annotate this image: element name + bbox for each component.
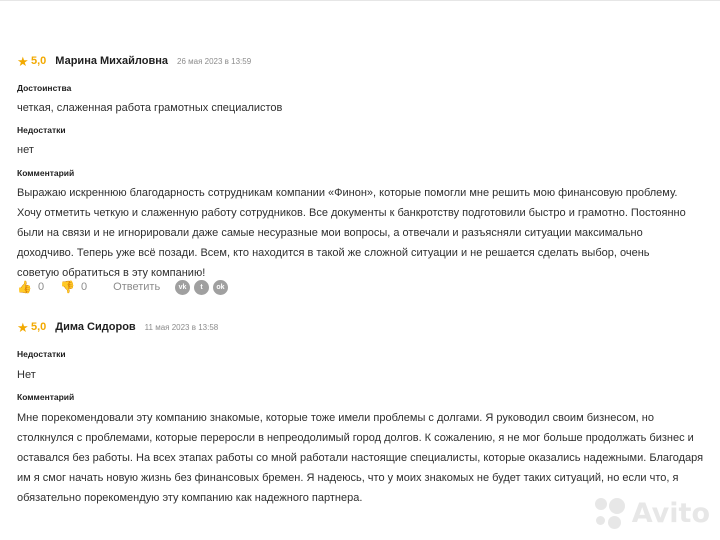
review-rating: 5,0 <box>31 321 47 333</box>
review-date: 26 мая 2023 в 13:59 <box>177 56 252 66</box>
section-label-cons: Недостатки <box>17 125 66 135</box>
vk-icon[interactable]: vk <box>175 280 190 295</box>
review-date: 11 мая 2023 в 13:58 <box>144 322 219 332</box>
section-text-pros: четкая, слаженная работа грамотных специалистов <box>17 102 283 114</box>
review-actions <box>17 280 225 294</box>
star-icon: ★ <box>17 319 29 335</box>
reply-button[interactable]: Ответить <box>113 281 161 293</box>
like-count: 0 <box>37 281 45 293</box>
section-label-cons: Недостатки <box>17 349 66 359</box>
dislike-count: 0 <box>81 281 88 293</box>
thumbs-up-icon: 👍 <box>17 280 32 294</box>
section-label-comment: Комментарий <box>17 168 75 178</box>
share-buttons <box>175 280 228 295</box>
avito-logo-icon <box>594 497 626 530</box>
section-text-cons: Нет <box>17 369 36 381</box>
review-card <box>17 51 713 294</box>
review-rating: 5,0 <box>31 55 47 67</box>
dislike-button[interactable] <box>60 280 103 294</box>
avito-watermark <box>594 497 710 530</box>
section-label-pros: Достоинства <box>17 83 72 93</box>
like-button[interactable] <box>17 280 60 294</box>
section-text-cons: нет <box>17 144 34 156</box>
section-label-comment: Комментарий <box>17 392 75 402</box>
watermark-text: Avito <box>631 498 710 529</box>
twitter-icon[interactable]: t <box>194 280 209 295</box>
odnoklassniki-icon[interactable]: ok <box>213 280 228 295</box>
review-header <box>17 51 713 71</box>
star-icon: ★ <box>17 53 29 69</box>
review-header <box>17 317 713 337</box>
thumbs-down-icon: 👎 <box>60 280 76 294</box>
review-card <box>17 317 713 504</box>
section-text-comment: Мне порекомендовали эту компанию знакомые, которые тоже имели проблемы с долгами. Я руководил своим бизнесом, но столкнулся с проблемами, которые переросли в непреодолимый город долгов. К сожалению, я не мог больше продолжать бизнес и оставался без работы. На всех этапах работы со мной работали настоящие специалисты, которые оказались надежными. Благодаря им я смог начать новую жизнь без финансовых бремен. Я надеюсь, что у моих знакомых не будет таких ситуаций, но если что, я обязательно порекомендую эту компанию как надежного партнера. <box>17 412 704 504</box>
review-author[interactable]: Дима Сидоров <box>55 321 136 333</box>
section-text-comment: Выражаю искреннюю благодарность сотрудникам компании «Финон», которые помогли мне решить мою финансовую проблему. Хочу отметить четкую и слаженную работу сотрудников. Все документы к банкротству подготовили быстро и грамотно. Постоянно были на связи и не игнорировали даже самые несуразные мои вопросы, а отвечали и разъясняли ситуации максимально доходчиво. Теперь уже всё позади. Всем, кто находится в такой же сложной ситуации и не решается сделать выбор, очень советую обратиться в эту компанию! <box>17 187 686 279</box>
review-author[interactable]: Марина Михайловна <box>55 55 169 67</box>
